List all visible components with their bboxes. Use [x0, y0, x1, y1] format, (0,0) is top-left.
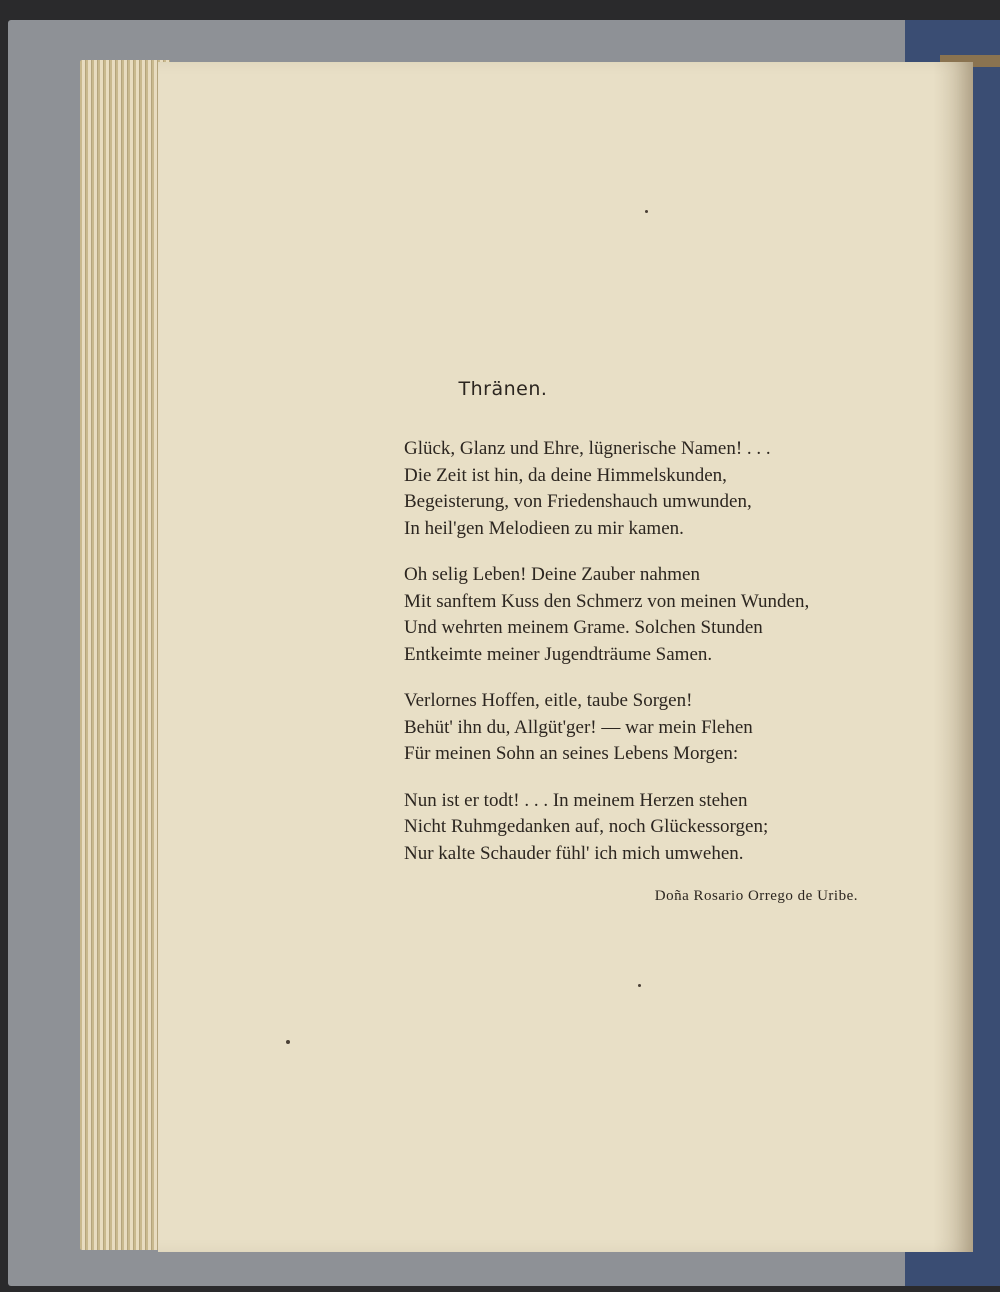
paper-speck — [638, 984, 641, 987]
poem-author: Doña Rosario Orrego de Uribe. — [654, 888, 858, 904]
paper-speck — [286, 1040, 290, 1044]
poem-line: Die Zeit ist hin, da deine Himmelskunden, — [404, 464, 727, 486]
poem-line: Glück, Glanz und Ehre, lügnerische Namen! . . . — [404, 438, 771, 459]
poem-line: Oh selig Leben! Deine Zauber nahmen — [404, 564, 700, 585]
paper-speck — [645, 210, 648, 213]
stanza-3 — [404, 688, 964, 768]
stanza-2 — [404, 562, 964, 668]
poem-line: Behüt' ihn du, Allgüt'ger! — war mein Flehen — [404, 716, 753, 738]
stanza-4 — [404, 788, 964, 868]
stanza-1 — [404, 436, 964, 542]
poem-line: Begeisterung, von Friedenshauch umwunden, — [404, 491, 752, 512]
poem-title: Thränen. — [458, 378, 548, 400]
book-page — [158, 62, 973, 1252]
poem-line: Und wehrten meinem Grame. Solchen Stunden — [404, 617, 763, 638]
poem-line: Verlornes Hoffen, eitle, taube Sorgen! — [404, 690, 693, 711]
poem-line: In heil'gen Melodieen zu mir kamen. — [404, 517, 684, 539]
poem-body — [404, 436, 964, 887]
poem-line: Nicht Ruhmgedanken auf, noch Glückessorgen; — [404, 816, 769, 837]
poem-line: Mit sanftem Kuss den Schmerz von meinen Wunden, — [404, 590, 810, 612]
poem-line: Für meinen Sohn an seines Lebens Morgen: — [404, 743, 739, 764]
poem-line: Nur kalte Schauder fühl' ich mich umwehen. — [404, 842, 744, 864]
poem-line: Entkeimte meiner Jugendträume Samen. — [404, 643, 713, 665]
page-edges — [80, 60, 170, 1250]
poem-line: Nun ist er todt! . . . In meinem Herzen stehen — [404, 789, 748, 811]
